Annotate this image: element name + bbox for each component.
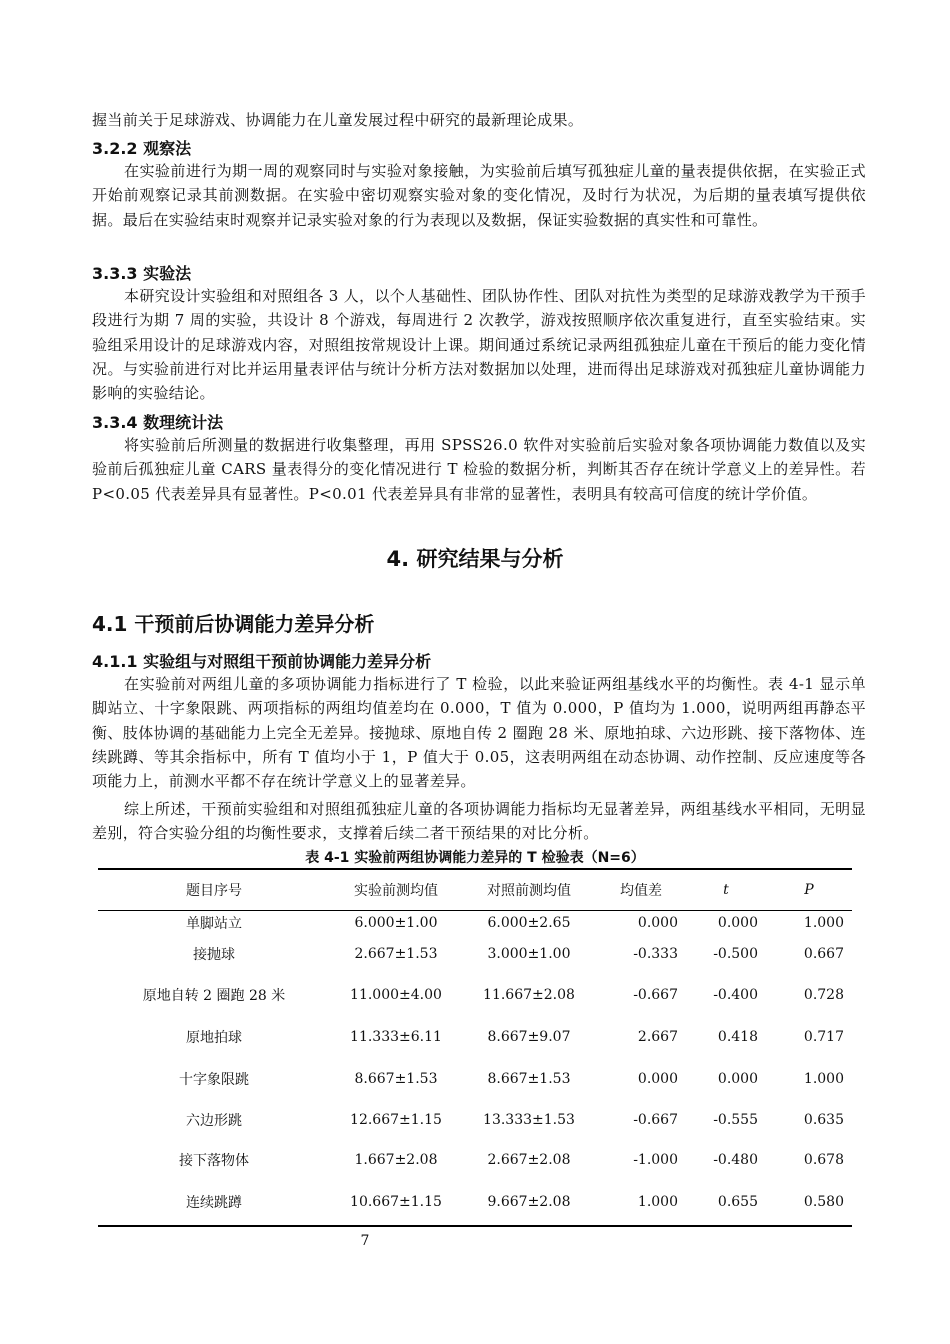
cell-item: 接抛球 xyxy=(193,947,235,963)
cell-p: 0.580 xyxy=(803,1194,844,1210)
cell-t: -0.400 xyxy=(713,986,758,1003)
heading-3-3-4: 3.3.4 数理统计法 xyxy=(92,413,224,432)
cell-p: 0.678 xyxy=(803,1151,844,1168)
paragraph-statistics: 将实验前后所测量的数据进行收集整理，再用 SPSS26.0 软件对实验前后实验对象各项协调能力数值以及实验前后孤独症儿童 CARS 量表得分的变化情况进行 T 检验的数据分析，判断其否存在统计学意义上的差异性。若 P<0.05 代表差异具有显著性。P<0.01 代表差异具有非常的显著性，表明具有较高可信度的统计学价值。 xyxy=(92,436,866,503)
cell-control-mean: 13.333±1.53 xyxy=(483,1111,575,1128)
cell-mean-difference: 2.667 xyxy=(637,1028,678,1045)
cell-control-mean: 11.667±2.08 xyxy=(483,986,575,1003)
heading-4-1-1: 4.1.1 实验组与对照组干预前协调能力差异分析 xyxy=(92,652,432,671)
cell-item: 六边形跳 xyxy=(186,1112,242,1129)
header-experimental-mean: 实验前测均值 xyxy=(330,869,462,911)
cell-mean-difference: -0.333 xyxy=(633,946,678,962)
table-row xyxy=(98,1180,852,1226)
t-test-table xyxy=(98,868,852,1227)
cell-t: 0.000 xyxy=(717,1070,758,1087)
cell-control-mean: 6.000±2.65 xyxy=(487,914,571,931)
cell-p: 1.000 xyxy=(803,914,844,931)
cell-p: 0.728 xyxy=(803,986,844,1003)
header-p: P xyxy=(766,869,852,911)
cell-experimental-mean: 12.667±1.15 xyxy=(350,1111,442,1128)
cell-control-mean: 9.667±2.08 xyxy=(487,1194,571,1210)
header-control-mean: 对照前测均值 xyxy=(462,869,596,911)
cell-control-mean: 3.000±1.00 xyxy=(487,946,571,962)
table-row xyxy=(98,935,852,974)
paragraph-summary: 综上所述，干预前实验组和对照组孤独症儿童的各项协调能力指标均无显著差异，两组基线水平相同，无明显差别，符合实验分组的均衡性要求，支撑着后续二者干预结果的对比分析。 xyxy=(92,800,866,843)
cell-p: 0.667 xyxy=(803,946,844,962)
cell-t: 0.655 xyxy=(717,1194,758,1210)
cell-mean-difference: 1.000 xyxy=(637,1194,678,1210)
cell-t: 0.000 xyxy=(717,914,758,931)
cell-experimental-mean: 6.000±1.00 xyxy=(354,914,438,931)
chapter-title: 4. 研究结果与分析 xyxy=(386,547,564,571)
cell-experimental-mean: 11.000±4.00 xyxy=(350,986,442,1003)
heading-3-3-3: 3.3.3 实验法 xyxy=(92,264,192,283)
cell-mean-difference: 0.000 xyxy=(637,914,678,931)
cell-experimental-mean: 1.667±2.08 xyxy=(354,1151,438,1168)
cell-p: 1.000 xyxy=(803,1070,844,1087)
cell-control-mean: 8.667±9.07 xyxy=(487,1028,571,1045)
heading-3-2-2: 3.2.2 观察法 xyxy=(92,139,192,158)
paragraph-baseline-analysis: 在实验前对两组儿童的多项协调能力指标进行了 T 检验，以此来验证两组基线水平的均衡性。表 4-1 显示单脚站立、十字象限跳、两项指标的两组均值差均在 0.000，T 值为 0.000，P 值均为 1.000，说明两组再静态平衡、肢体协调的基础能力上完全无差异。接抛球、原地自传 2 圈跑 28 米、原地拍球、六边形跳、接下落物体、连续跳蹲、等其余指标中，所有 T 值均小于 1，P 值大于 0.05，这表明两组在动态协调、动作控制、反应速度等各项能力上，前测水平都不存在统计学意义上的显著差异。 xyxy=(92,675,866,791)
cell-t: -0.500 xyxy=(713,946,758,962)
cell-item: 原地自转 2 圈跑 28 米 xyxy=(142,987,286,1004)
cell-experimental-mean: 10.667±1.15 xyxy=(350,1194,442,1210)
cell-mean-difference: -0.667 xyxy=(633,1111,678,1128)
cell-item: 单脚站立 xyxy=(186,915,242,932)
table-row xyxy=(98,1100,852,1140)
header-mean-difference: 均值差 xyxy=(596,869,686,911)
cell-experimental-mean: 11.333±6.11 xyxy=(350,1028,442,1045)
cell-t: 0.418 xyxy=(717,1028,758,1045)
cell-p: 0.717 xyxy=(803,1028,844,1045)
section-4-1-heading: 4.1 干预前后协调能力差异分析 xyxy=(92,612,375,636)
paragraph-experiment: 本研究设计实验组和对照组各 3 人，以个人基础性、团队协作性、团队对抗性为类型的足球游戏教学为干预手段进行为期 7 周的实验，共设计 8 个游戏，每周进行 2 次教学，游戏按照顺序依次重复进行，直至实验结束。实验组采用设计的足球游戏内容，对照组按常规设计上课。期间通过系统记录两组孤独症儿童在干预后的能力变化情况。与实验前进行对比并运用量表评估与统计分析方法对数据加以处理，进而得出足球游戏对孤独症儿童协调能力影响的实验结论。 xyxy=(92,287,866,403)
cell-mean-difference: -1.000 xyxy=(633,1151,678,1168)
page-number: 7 xyxy=(360,1233,370,1249)
intro-line: 握当前关于足球游戏、协调能力在儿童发展过程中研究的最新理论成果。 xyxy=(92,111,584,129)
cell-item: 原地拍球 xyxy=(186,1029,242,1046)
cell-item: 连续跳蹲 xyxy=(186,1195,242,1211)
cell-mean-difference: -0.667 xyxy=(633,986,678,1003)
table-row xyxy=(98,1140,852,1180)
cell-item: 十字象限跳 xyxy=(179,1071,249,1088)
cell-p: 0.635 xyxy=(803,1111,844,1128)
table-caption: 表 4-1 实验前两组协调能力差异的 T 检验表（N=6） xyxy=(305,850,645,866)
cell-mean-difference: 0.000 xyxy=(637,1070,678,1087)
cell-item: 接下落物体 xyxy=(179,1152,249,1169)
cell-control-mean: 8.667±1.53 xyxy=(487,1070,571,1087)
table-header-row xyxy=(98,869,852,911)
paragraph-observation: 在实验前进行为期一周的观察同时与实验对象接触，为实验前后填写孤独症儿童的量表提供依据，在实验正式开始前观察记录其前测数据。在实验中密切观察实验对象的变化情况，及时行为状况，为后期的量表填写提供依据。最后在实验结束时观察并记录实验对象的行为表现以及数据，保证实验数据的真实性和可靠性。 xyxy=(92,162,866,229)
table-row xyxy=(98,974,852,1016)
cell-control-mean: 2.667±2.08 xyxy=(487,1151,571,1168)
table-row xyxy=(98,911,852,935)
cell-experimental-mean: 2.667±1.53 xyxy=(354,946,438,962)
table-row xyxy=(98,1058,852,1100)
header-t: t xyxy=(686,869,766,911)
cell-t: -0.555 xyxy=(713,1111,758,1128)
cell-experimental-mean: 8.667±1.53 xyxy=(354,1070,438,1087)
table-row xyxy=(98,1016,852,1058)
header-item: 题目序号 xyxy=(98,869,330,911)
cell-t: -0.480 xyxy=(713,1151,758,1168)
